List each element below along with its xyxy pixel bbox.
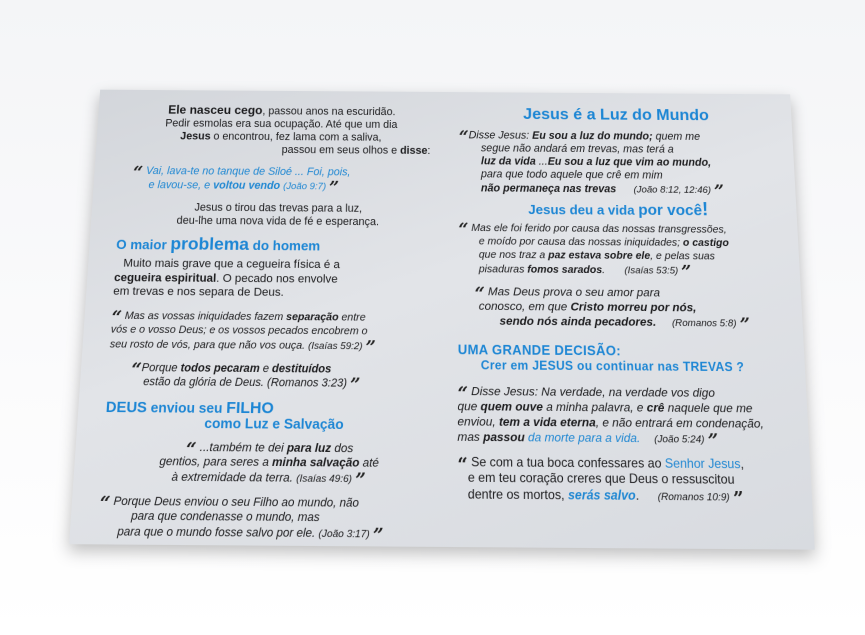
intro-bold: Ele nasceu cego: [167, 102, 263, 118]
quote-bold: paz estava sobre ele: [548, 249, 651, 263]
heading-part: problema: [169, 233, 250, 255]
heading-grande-decisao: [458, 342, 787, 376]
scripture-reference: (Isaías 49:6): [296, 471, 353, 484]
scripture-reference: (Isaías 53:5): [624, 263, 679, 276]
quote-open-mark: “: [458, 127, 469, 148]
quote-joao-3-17: [97, 491, 435, 548]
quote-close-mark: ”: [713, 181, 725, 203]
quote-line: pisaduras: [478, 263, 528, 276]
quote-line: Mas as vossas iniquidades fazem: [124, 309, 287, 323]
scripture-reference: (Romanos 10:9): [657, 489, 730, 503]
quote-line: à extremidade da terra.: [171, 470, 294, 485]
quote-bold: destituídos: [271, 361, 332, 376]
quote-bold: Eu sou a luz do mundo;: [532, 129, 653, 143]
quote-line: a minha palavra, e: [542, 400, 647, 415]
quote-joao-9-7: [120, 162, 439, 199]
quote-isaias-59-2: [109, 306, 437, 359]
quote-bold: para luz: [286, 441, 332, 455]
scripture-reference: (Romanos 3:23): [266, 375, 348, 390]
quote-line: naquele que me: [664, 401, 753, 416]
quote-romanos-10-9: [457, 453, 793, 511]
quote-line: e moído por causa das nossas iniquidades;: [478, 236, 684, 249]
quote-line: ,: [740, 456, 745, 472]
quote-open-mark: “: [110, 306, 123, 328]
heading-part: Jesus deu a vida: [528, 201, 639, 218]
quote-romanos-5-8: [458, 283, 784, 337]
left-column: [98, 102, 439, 548]
heading-part: Crer em JESUS ou continuar nas TREVAS ?: [480, 359, 745, 374]
quote-open-mark: “: [132, 162, 144, 184]
quote-highlight: serás salvo: [567, 487, 636, 503]
after-line: Jesus o tirou das trevas para a luz,: [194, 201, 363, 215]
quote-close-mark: ”: [354, 469, 366, 492]
quote-bold: fomos sarados: [527, 264, 603, 277]
quote-line: para que condenasse o mundo, mas: [130, 509, 320, 524]
quote-close-mark: ”: [707, 429, 719, 453]
quote-line: vós e o vosso Deus; e os vossos pecados encobrem o: [110, 323, 368, 338]
gospel-tract-card: [69, 90, 815, 550]
quote-isaias-53-5: [458, 219, 781, 284]
quote-line: para que todo aquele que crê em mim: [480, 168, 663, 182]
quote-open-mark: “: [458, 219, 469, 241]
quote-line: Disse Jesus:: [468, 129, 533, 142]
quote-line: .: [601, 264, 606, 277]
quote-close-mark: ”: [372, 524, 384, 548]
problem-paragraph: [113, 257, 438, 301]
problem-line: em trevas e nos separa de Deus.: [112, 285, 285, 300]
quote-line: , e pelas suas: [650, 250, 716, 263]
quote-close-mark: ”: [739, 314, 751, 337]
quote-joao-5-24: [457, 382, 790, 453]
quote-line: Porque Deus enviou o seu Filho ao mundo, não: [113, 494, 360, 510]
quote-line: , e não entrará em condenação,: [595, 416, 765, 431]
quote-line: entre: [338, 311, 366, 324]
heading-maior-problema: [115, 233, 438, 255]
quote-line: que: [457, 399, 481, 414]
heading-luz-do-mundo: Jesus é a Luz do Mundo: [523, 106, 710, 125]
heading-part: do homem: [248, 237, 321, 254]
quote-bold: o castigo: [682, 237, 730, 250]
quote-line: Vai, lava-te no tanque de Siloé ... Foi, pois,: [145, 164, 351, 179]
quote-open-mark: “: [130, 358, 143, 381]
problem-bold: cegueira espiritual: [113, 271, 217, 285]
heading-deu-a-vida: [458, 198, 778, 220]
scripture-reference: (Isaías 59:2): [307, 338, 363, 351]
quote-open-mark: “: [457, 453, 468, 476]
problem-line: Muito mais grave que a cegueira física é a: [122, 257, 341, 272]
quote-bold: minha salvação: [271, 455, 360, 470]
quote-line: para que o mundo fosse salvo por ele.: [116, 524, 316, 540]
heading-part: por você: [637, 201, 703, 220]
quote-romanos-3-23: [107, 358, 437, 396]
quote-bold: luz da vida: [480, 155, 536, 168]
quote-line: Porque: [141, 360, 181, 375]
intro-colon: :: [427, 144, 431, 157]
quote-open-mark: “: [457, 382, 468, 405]
quote-close-mark: ”: [328, 178, 340, 199]
quote-open-mark: “: [185, 438, 197, 461]
quote-close-mark: ”: [680, 262, 692, 284]
right-column: [457, 106, 795, 538]
quote-line: Se com a tua boca confessares ao: [471, 454, 666, 471]
quote-line: e em teu coração creres que Deus o ressuscitou: [467, 470, 735, 488]
heading-part: DEUS: [105, 397, 148, 416]
quote-line: dos: [330, 441, 354, 455]
quote-close-mark: ”: [365, 337, 376, 359]
after-line: deu-lhe uma nova vida de fé e esperança.: [176, 214, 380, 229]
intro-line: passou em seus olhos e: [281, 143, 401, 157]
heading-part: O maior: [115, 236, 171, 253]
heading-part: Luz e Salvação: [244, 414, 344, 432]
quote-line: ...: [535, 155, 548, 168]
quote-bold: não permaneça nas trevas: [480, 182, 617, 196]
problem-line: . O pecado nos envolve: [215, 271, 338, 286]
quote-line: enviou,: [457, 415, 499, 429]
intro-line: o encontrou, fez lama com a saliva,: [210, 130, 382, 144]
heading-part: !: [701, 198, 709, 220]
quote-bold: crê: [646, 401, 665, 415]
quote-close-mark: ”: [349, 374, 361, 396]
scripture-reference: (João 3:17): [318, 526, 370, 540]
quote-line: ...também te dei: [199, 440, 288, 455]
quote-line: e: [259, 361, 273, 375]
quote-bold: Cristo morreu por nós,: [570, 300, 697, 314]
quote-bold: passou: [483, 430, 525, 445]
quote-joao-8-12: [458, 127, 778, 203]
quote-bold: voltou vendo: [212, 179, 281, 193]
scripture-reference: (João 5:24): [653, 431, 705, 445]
quote-line: Mas Deus prova o seu amor para: [487, 285, 661, 300]
quote-bold: Eu sou a luz que vim ao mundo,: [547, 155, 712, 169]
intro-text: , passou anos na escuridão.: [262, 105, 396, 119]
scripture-reference: (Romanos 5:8): [671, 316, 737, 329]
scripture-reference: (João 8:12, 12:46): [633, 183, 712, 196]
quote-highlight: da morte para a vida.: [524, 430, 641, 445]
quote-line: .: [635, 488, 640, 503]
quote-isaias-49-6: [101, 438, 436, 492]
quote-line: estão da glória de Deus.: [142, 374, 265, 389]
heading-deus-enviou: [104, 398, 436, 432]
quote-close-mark: ”: [732, 487, 745, 511]
quote-line: até: [359, 456, 380, 470]
quote-bold: todos pecaram: [180, 361, 260, 375]
heading-part: FILHO: [225, 398, 275, 418]
heading-part: UMA GRANDE DECISÃO:: [457, 341, 622, 358]
quote-line: quem me: [652, 130, 701, 143]
quote-line: Mas ele foi ferido por causa das nossas transgressões,: [471, 222, 727, 236]
intro-line: Pedir esmolas era sua ocupação. Até que um dia: [164, 117, 398, 131]
quote-line: segue não andará em trevas, mas terá a: [480, 142, 674, 156]
quote-bold: quem ouve: [480, 400, 543, 414]
intro-jesus: Jesus: [179, 130, 211, 143]
quote-open-mark: “: [99, 491, 111, 515]
quote-line: mas: [457, 430, 484, 444]
quote-line: Disse Jesus: Na verdade, na verdade vos digo: [471, 384, 716, 400]
intro-paragraph: [122, 103, 439, 158]
quote-line: seu rosto de vós, para que não vos ouça.: [109, 338, 306, 352]
quote-bold: sendo nós ainda pecadores.: [499, 315, 657, 330]
quote-line: conosco, em que: [478, 299, 571, 314]
quote-highlight: Senhor Jesus: [664, 456, 741, 472]
quote-open-mark: “: [474, 283, 485, 305]
quote-bold: separação: [285, 311, 339, 324]
heading-part: enviou seu: [146, 398, 227, 416]
scripture-reference: (João 9:7): [282, 179, 327, 192]
quote-line: que nos traz a: [478, 249, 549, 262]
heading-part: como: [204, 414, 246, 432]
quote-line: gentios, para seres a: [159, 454, 273, 469]
quote-line: e lavou-se, e: [148, 179, 214, 192]
after-paragraph: [117, 201, 438, 230]
quote-bold: tem a vida eterna: [498, 415, 596, 430]
intro-disse: disse: [399, 144, 428, 157]
quote-line: dentre os mortos,: [467, 486, 569, 503]
